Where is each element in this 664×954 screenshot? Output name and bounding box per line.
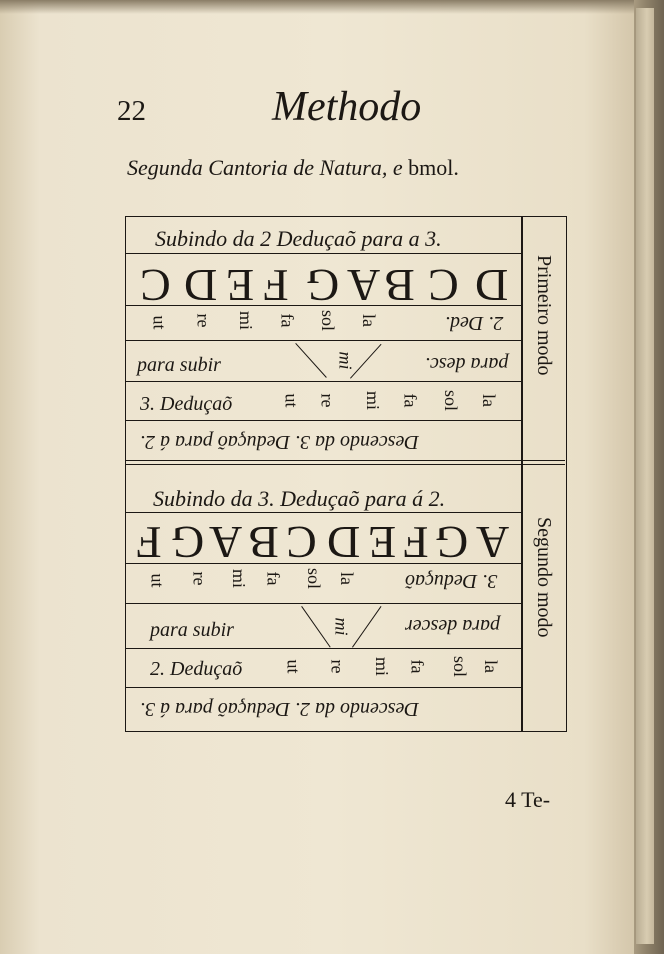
table-2-syllable: mi bbox=[229, 568, 250, 589]
table-2-row-syllable: sol bbox=[450, 655, 471, 678]
table-1-syllable: ut bbox=[149, 315, 170, 330]
table-1-row-label: 3. Deduçaõ bbox=[140, 393, 233, 415]
table-1-row-syllable: sol bbox=[441, 389, 462, 412]
table-2-row-syllable: la bbox=[481, 660, 501, 673]
table-1-row-syllable: fa bbox=[400, 393, 421, 408]
table-1-mi-mark: mi bbox=[335, 351, 356, 370]
table-1-syllable: sol bbox=[318, 309, 339, 332]
table-2-row-syllable: re bbox=[327, 659, 348, 674]
table-1-heading: Subindo da 2 Deduçaõ para a 3. bbox=[155, 226, 442, 251]
table-1-left-label: para subir bbox=[137, 354, 221, 376]
table-2-letter: A bbox=[476, 517, 510, 568]
table-2-letter: F bbox=[136, 517, 162, 568]
table-2-letter: G bbox=[171, 517, 205, 568]
table-1-right-label: para desc. bbox=[425, 353, 509, 375]
table-2-syllable: sol bbox=[304, 567, 325, 590]
table-2-heading: Subindo da 3. Deduçaõ para á 2. bbox=[153, 486, 446, 511]
table-1-letter: B bbox=[384, 260, 415, 311]
page-top-shadow bbox=[0, 0, 664, 14]
table-1-letter: D bbox=[184, 260, 218, 311]
table-2-letter: F bbox=[403, 517, 429, 568]
next-page-edge bbox=[636, 8, 654, 944]
table-1-side-label: Primeiro modo bbox=[533, 255, 555, 376]
table-1-letter: E bbox=[226, 260, 255, 311]
page-number: 22 bbox=[117, 95, 146, 127]
table-2-right-label: para descer bbox=[405, 615, 500, 637]
table-1-syllable: la bbox=[359, 314, 379, 327]
table-2-side-label: Segundo modo bbox=[533, 517, 555, 638]
table-2-letter: B bbox=[248, 517, 279, 568]
table-1-footer: Descendo da 3. Deduçaõ para á 2. bbox=[140, 431, 419, 453]
table-1-row-syllable: mi bbox=[363, 390, 384, 411]
table-2-syllable: ut bbox=[147, 573, 168, 588]
table-2-row-label: 2. Deduçaõ bbox=[150, 658, 243, 680]
table-2-syllables-label: 3. Deduçaõ bbox=[405, 570, 498, 592]
table-2-row-syllable: mi bbox=[372, 656, 393, 677]
table-1-syllable: re bbox=[193, 313, 214, 328]
table-1-letter: C bbox=[428, 260, 459, 311]
running-head: Methodo bbox=[272, 84, 422, 130]
table-2-left-label: para subir bbox=[150, 619, 234, 641]
table-1-letter: G bbox=[306, 260, 340, 311]
table-2-letter: E bbox=[368, 517, 397, 568]
table-2-letter: G bbox=[435, 517, 469, 568]
table-2-footer: Descendo da 2. Deduçaõ para á 3. bbox=[140, 698, 419, 720]
catchword: 4 Te- bbox=[505, 787, 551, 812]
table-1-letter: F bbox=[263, 260, 289, 311]
table-1-letter: D bbox=[475, 260, 509, 311]
table-1-row-syllable: la bbox=[479, 394, 499, 407]
table-2-syllable: fa bbox=[263, 571, 284, 586]
subtitle-main: Segunda Cantoria de Natura, e bbox=[127, 155, 403, 180]
table-2-row-syllable: fa bbox=[407, 659, 428, 674]
subtitle bbox=[127, 157, 459, 179]
subtitle-bmol: bmol. bbox=[408, 155, 459, 180]
table-2-mi-mark: mi bbox=[331, 617, 352, 636]
table-1-letter: C bbox=[140, 260, 171, 311]
table-1-syllable: mi bbox=[236, 310, 257, 331]
table-2-syllable: re bbox=[189, 571, 210, 586]
table-1-syllable: fa bbox=[277, 313, 298, 328]
table-1-row-syllable: ut bbox=[281, 393, 302, 408]
table-2-letter: A bbox=[209, 517, 243, 568]
table-2-letter: D bbox=[327, 517, 361, 568]
table-1-letter: A bbox=[347, 260, 381, 311]
table-2-row-syllable: ut bbox=[283, 659, 304, 674]
table-2-syllable: la bbox=[337, 572, 357, 585]
table-1-syllables-label: 2. Ded. bbox=[445, 312, 504, 334]
table-1-row-syllable: re bbox=[317, 393, 338, 408]
table-2-letter: C bbox=[286, 517, 317, 568]
